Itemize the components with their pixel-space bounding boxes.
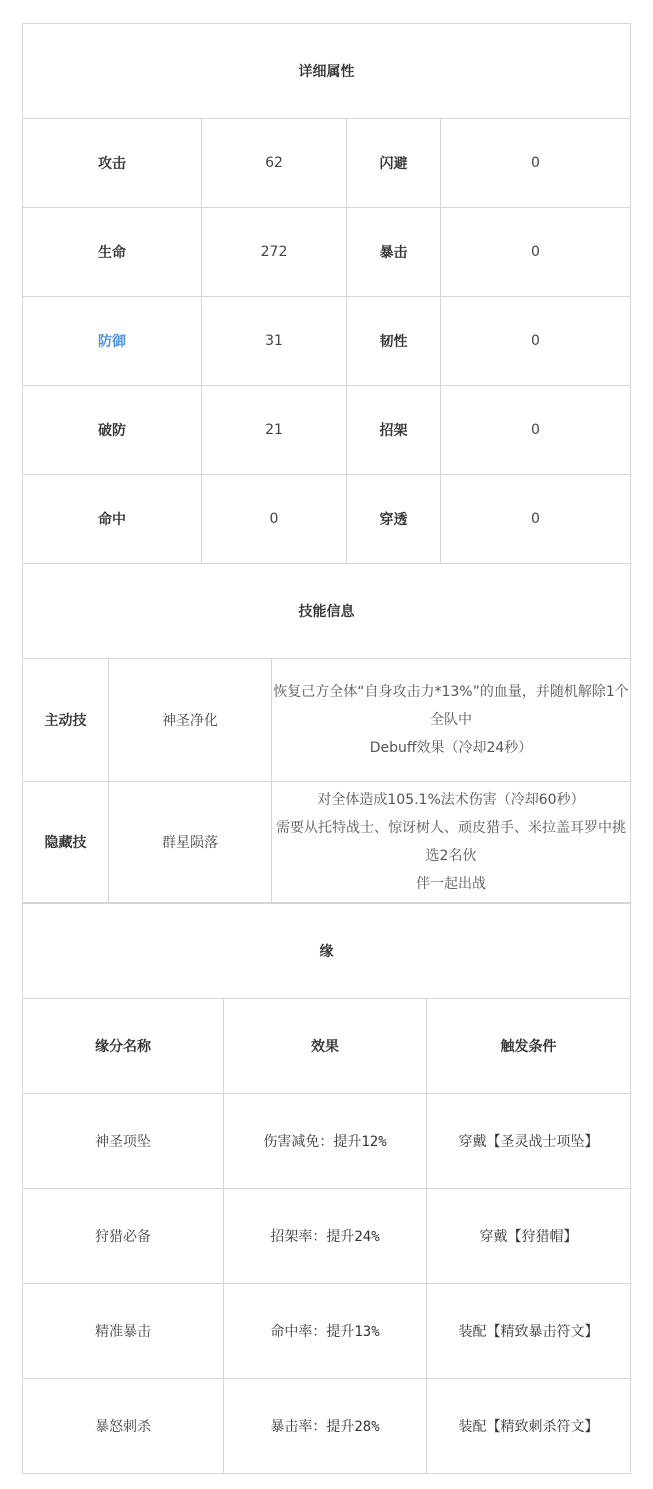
fate-name: 神圣项坠	[23, 1094, 224, 1189]
attr-value: 0	[441, 297, 631, 386]
attribute-row	[23, 208, 631, 297]
fate-row	[23, 1284, 631, 1379]
attr-label: 命中	[23, 475, 202, 564]
attr-label: 攻击	[23, 119, 202, 208]
attr-value: 21	[202, 386, 347, 475]
skill-desc-line: 伴一起出战	[416, 876, 486, 892]
skill-description	[272, 659, 631, 782]
fate-effect: 招架率：提升24%	[224, 1189, 427, 1284]
skill-desc-line: 对全体造成105.1%法术伤害（冷却60秒）	[317, 792, 585, 808]
skill-description	[272, 782, 631, 903]
attributes-title: 详细属性	[23, 24, 631, 119]
fate-row	[23, 1189, 631, 1284]
attr-value: 31	[202, 297, 347, 386]
skills-title: 技能信息	[23, 564, 631, 659]
skill-row	[23, 659, 631, 782]
fate-condition: 穿戴【狩猎帽】	[427, 1189, 631, 1284]
attr-label: 破防	[23, 386, 202, 475]
attr-value: 0	[441, 208, 631, 297]
skill-name: 神圣净化	[109, 659, 272, 782]
skill-type: 隐藏技	[23, 782, 109, 903]
attributes-table	[22, 23, 631, 564]
column-header: 缘分名称	[23, 999, 224, 1094]
fate-row	[23, 1379, 631, 1474]
attribute-row	[23, 297, 631, 386]
attr-label: 暴击	[347, 208, 441, 297]
fate-effect: 命中率：提升13%	[224, 1284, 427, 1379]
column-header: 触发条件	[427, 999, 631, 1094]
attr-label: 闪避	[347, 119, 441, 208]
fate-table	[22, 903, 631, 1474]
attr-label: 穿透	[347, 475, 441, 564]
attr-value: 272	[202, 208, 347, 297]
skill-name: 群星陨落	[109, 782, 272, 903]
fate-condition: 穿戴【圣灵战士项坠】	[427, 1094, 631, 1189]
attribute-row	[23, 475, 631, 564]
fate-name: 暴怒刺杀	[23, 1379, 224, 1474]
attr-label: 韧性	[347, 297, 441, 386]
attribute-row	[23, 386, 631, 475]
attr-value: 0	[441, 475, 631, 564]
attr-label: 生命	[23, 208, 202, 297]
attr-label-link[interactable]: 防御	[23, 297, 202, 386]
attr-value: 0	[441, 119, 631, 208]
fate-row	[23, 1094, 631, 1189]
skill-desc-line: Debuff效果（冷却24秒）	[369, 740, 533, 756]
skill-type: 主动技	[23, 659, 109, 782]
fate-effect: 暴击率：提升28%	[224, 1379, 427, 1474]
fate-header-row	[23, 999, 631, 1094]
attr-value: 62	[202, 119, 347, 208]
skill-desc-line: 恢复己方全体“自身攻击力*13%”的血量，并随机解除1个全队中	[273, 684, 629, 728]
fate-condition: 装配【精致暴击符文】	[427, 1284, 631, 1379]
fate-name: 精准暴击	[23, 1284, 224, 1379]
fate-effect: 伤害减免：提升12%	[224, 1094, 427, 1189]
attribute-row	[23, 119, 631, 208]
column-header: 效果	[224, 999, 427, 1094]
skill-row	[23, 782, 631, 903]
attr-label: 招架	[347, 386, 441, 475]
fate-title: 缘	[23, 904, 631, 999]
fate-condition: 装配【精致刺杀符文】	[427, 1379, 631, 1474]
attr-value: 0	[202, 475, 347, 564]
attr-value: 0	[441, 386, 631, 475]
skills-table	[22, 563, 631, 903]
skill-desc-line: 需要从托特战士、惊讶树人、顽皮猎手、米拉盖耳罗中挑选2名伙	[276, 820, 626, 864]
fate-name: 狩猎必备	[23, 1189, 224, 1284]
